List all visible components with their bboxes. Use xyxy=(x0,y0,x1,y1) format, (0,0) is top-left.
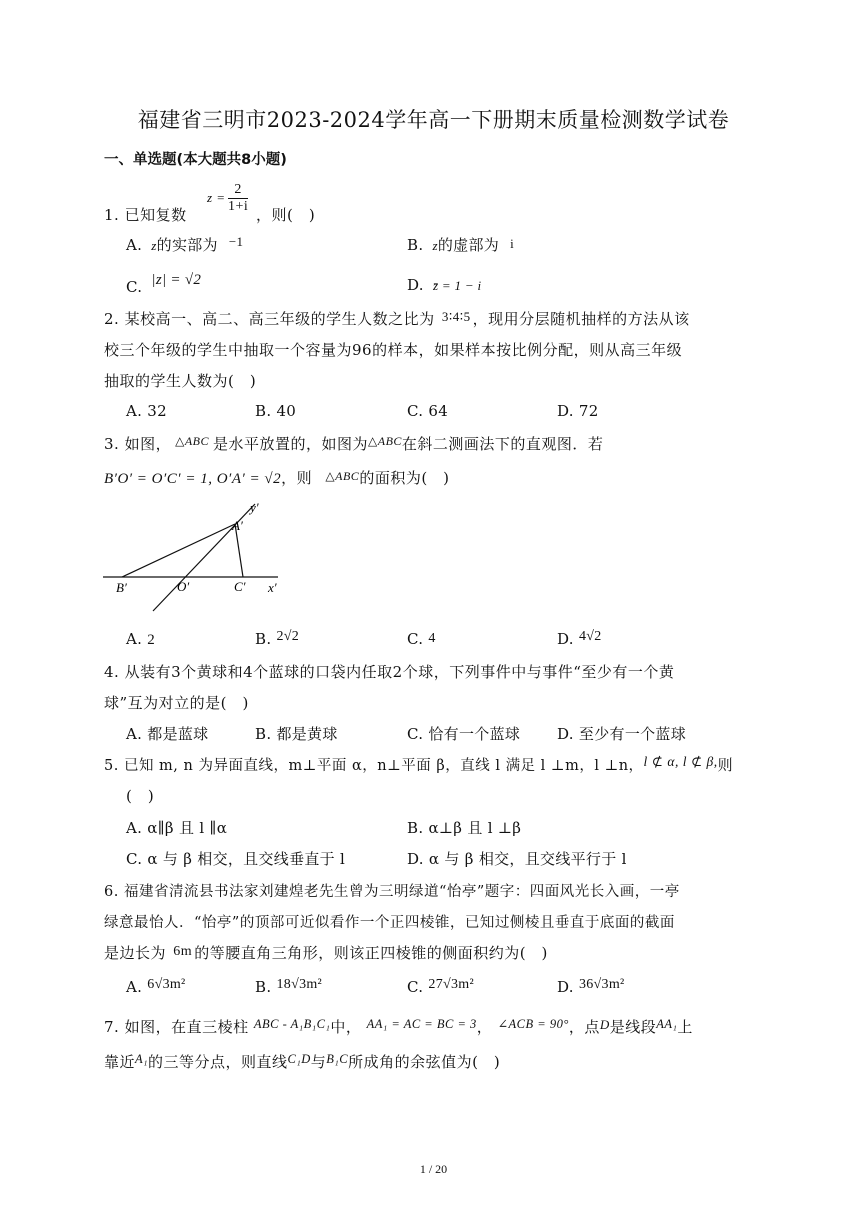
q6-c-value: 27√3m² xyxy=(428,977,474,992)
q6-line-2: 绿意最怡人．“怡亭”的顶部可近似看作一个正四棱锥，已知过侧棱且垂直于底面的截面 xyxy=(104,915,675,931)
q5-option-d: D. α 与 β 相交，且交线平行于 l xyxy=(407,850,627,868)
q3-figure xyxy=(100,498,300,618)
q3-triangle-2: △ABC xyxy=(368,434,402,448)
q1-b-text: 的虚部为 xyxy=(437,236,500,254)
q3-b-label: B. xyxy=(255,630,272,648)
q7-prism: ABC - A₁B₁C₁ xyxy=(253,1017,331,1031)
q4-line-1: 4. 从装有3个黄球和4个蓝球的口袋内任取2个球，下列事件中与事件“至少有一个黄 xyxy=(104,663,675,681)
q6-option-a xyxy=(126,974,186,996)
q3-option-d xyxy=(557,626,602,648)
q1-a-text: 的实部为 xyxy=(156,236,218,254)
q1-option-c xyxy=(126,270,202,296)
q7-line-c1d: C₁D xyxy=(287,1052,311,1066)
q5-option-a: A. α∥β 且 l ∥α xyxy=(126,819,228,837)
q6-a-value: 6√3m² xyxy=(147,977,186,992)
q3-label-b: B′ xyxy=(116,580,127,595)
q3-segment-ba xyxy=(122,524,235,577)
q3-text-c: 在斜二测画法下的直观图．若 xyxy=(401,435,604,453)
q5-line-1 xyxy=(104,754,733,775)
q1-a-label: A. xyxy=(126,236,143,254)
q3-text-a: 3. 如图， xyxy=(104,435,172,453)
q3-text-b: 是水平放置的，如图为 xyxy=(213,435,369,453)
q6-d-value: 36√3m² xyxy=(578,977,625,992)
q1-prefix: 1. 已知复数 xyxy=(104,206,187,224)
q7-separator: ， xyxy=(476,1018,493,1036)
q1-frac-den: 1+i xyxy=(228,199,249,214)
q1-d-label: D. xyxy=(407,276,424,294)
q6-option-b xyxy=(255,974,323,996)
q3-option-c xyxy=(407,628,436,647)
q3-a-label: A. xyxy=(126,630,143,648)
q6-text-a: 是边长为 xyxy=(104,944,167,962)
q6-b-label: B. xyxy=(255,978,272,996)
q2-text-a: 2. 某校高一、高二、高三年级的学生人数之比为 xyxy=(104,310,435,328)
q4-line-2: 球”互为对立的是( ) xyxy=(104,694,249,712)
q2-option-d: D. 72 xyxy=(557,402,599,420)
q7-text-b: 中， xyxy=(330,1018,362,1036)
q6-a-label: A. xyxy=(126,978,143,996)
q1-frac-num: 2 xyxy=(228,182,248,199)
q3-a-value: 2 xyxy=(147,632,156,648)
section-heading: 一、单选题(本大题共8小题) xyxy=(104,152,287,168)
q6-line-3 xyxy=(104,942,548,963)
q1-a-value: −1 xyxy=(228,234,244,249)
q2-option-c: C. 64 xyxy=(407,402,449,420)
q7-text-c: ，点 xyxy=(568,1018,600,1036)
q4-option-b: B. 都是黄球 xyxy=(255,725,338,743)
q3-line-1 xyxy=(104,433,603,454)
q6-text-b: 的等腰直角三角形，则该正四棱锥的侧面积约为( ) xyxy=(194,944,548,962)
q6-b-value: 18√3m² xyxy=(276,977,323,992)
q5-condition: l ⊄ α, l ⊄ β, xyxy=(643,754,718,769)
q3-label-y: y′ xyxy=(250,500,259,515)
q7-text-a: 7. 如图，在直三棱柱 xyxy=(104,1018,249,1036)
q7-text-h: 与 xyxy=(310,1053,327,1071)
q5-text-b: 则 xyxy=(717,756,734,774)
q7-segment: AA₁ xyxy=(656,1017,678,1031)
q2-ratio: 3∶4∶5 xyxy=(441,309,471,324)
q1-c-formula: |z| = √2 xyxy=(151,272,202,288)
q7-a1: A₁ xyxy=(135,1052,148,1066)
q2-text-b: ，现用分层随机抽样的方法从该 xyxy=(472,310,690,328)
q1-suffix: ，则( ) xyxy=(256,206,316,224)
q7-point-d: D xyxy=(599,1017,610,1032)
q2-option-a: A. 32 xyxy=(126,402,167,420)
q1-fraction xyxy=(228,182,248,215)
q3-c-value: 4 xyxy=(428,631,436,646)
q1-b-label: B. xyxy=(407,236,424,254)
q3-d-value: 4√2 xyxy=(578,629,602,644)
q3-label-c: C′ xyxy=(234,579,246,594)
q1-option-b xyxy=(407,234,514,255)
question-1-stem xyxy=(104,182,316,226)
q3-c-label: C. xyxy=(407,630,424,648)
q5-option-c: C. α 与 β 相交，且交线垂直于 l xyxy=(126,850,346,868)
q3-option-b xyxy=(255,626,300,648)
q1-option-d xyxy=(407,276,481,294)
q7-text-i: 所成角的余弦值为( ) xyxy=(348,1053,501,1071)
q1-d-formula: z̄ = 1 − i xyxy=(432,278,482,293)
q2-line-2: 校三个年级的学生中抽取一个容量为96的样本，如果样本按比例分配，则从高三年级 xyxy=(104,341,683,359)
q3-b-value: 2√2 xyxy=(276,629,300,644)
q7-text-f: 靠近 xyxy=(104,1053,136,1071)
q1-a-var: z xyxy=(151,238,157,253)
q7-line-b1c: B₁C xyxy=(326,1052,349,1066)
page-title: 福建省三明市2023-2024学年高一下册期末质量检测数学试卷 xyxy=(137,108,730,132)
q4-option-a: A. 都是蓝球 xyxy=(126,725,209,743)
q7-text-e: 上 xyxy=(677,1018,693,1036)
q6-d-label: D. xyxy=(557,978,574,996)
q3-line-2 xyxy=(104,467,450,488)
q7-condition-1: AA₁ = AC = BC = 3 xyxy=(366,1017,477,1031)
q4-option-d: D. 至少有一个蓝球 xyxy=(557,725,687,743)
q6-option-c xyxy=(407,974,474,996)
page-number: 1 / 20 xyxy=(419,1162,448,1176)
q2-option-b: B. 40 xyxy=(255,402,297,420)
q6-c-label: C. xyxy=(407,978,424,996)
q5-text-a: 5. 已知 m, n 为异面直线，m⊥平面 α，n⊥平面 β，直线 l 满足 l ⊥m，l ⊥n， xyxy=(104,758,644,774)
q3-triangle-3: △ABC xyxy=(325,469,360,483)
q5-option-b: B. α⊥β 且 l ⊥β xyxy=(407,819,522,837)
q2-line-3: 抽取的学生人数为( ) xyxy=(104,372,257,390)
q3-triangle-1: △ABC xyxy=(175,434,209,448)
q3-text-e: 的面积为( ) xyxy=(359,469,450,487)
q7-text-d: 是线段 xyxy=(609,1018,657,1036)
q3-condition: B′O′ = O′C′ = 1, O′A′ = √2 xyxy=(104,471,282,487)
q3-option-a xyxy=(126,630,155,649)
q6-option-d xyxy=(557,974,625,996)
q6-line-1: 6. 福建省清流县书法家刘建煌老先生曾为三明绿道“怡亭”题字：四面风光长入画，一亭 xyxy=(104,884,680,900)
q3-d-label: D. xyxy=(557,630,574,648)
q1-option-a xyxy=(126,234,243,255)
q7-text-g: 的三等分点，则直线 xyxy=(148,1053,288,1071)
q3-label-x: x′ xyxy=(268,580,277,595)
q1-c-label: C. xyxy=(126,278,143,296)
q5-line-2: ( ) xyxy=(126,787,155,805)
q7-line-1 xyxy=(104,1016,693,1037)
q7-line-2 xyxy=(104,1051,500,1072)
q1-formula-lhs: z = xyxy=(207,190,226,205)
q3-text-d: ，则 xyxy=(281,469,313,487)
q6-unit: 6m xyxy=(173,944,193,959)
q3-label-o: O′ xyxy=(177,579,190,594)
q2-line-1 xyxy=(104,308,690,329)
q4-option-c: C. 恰有一个蓝球 xyxy=(407,725,521,743)
q3-label-a: A′ xyxy=(232,518,243,533)
q7-condition-2: ∠ACB = 90° xyxy=(497,1017,569,1031)
q1-b-var: z xyxy=(432,238,438,253)
q1-b-value: i xyxy=(510,236,515,251)
